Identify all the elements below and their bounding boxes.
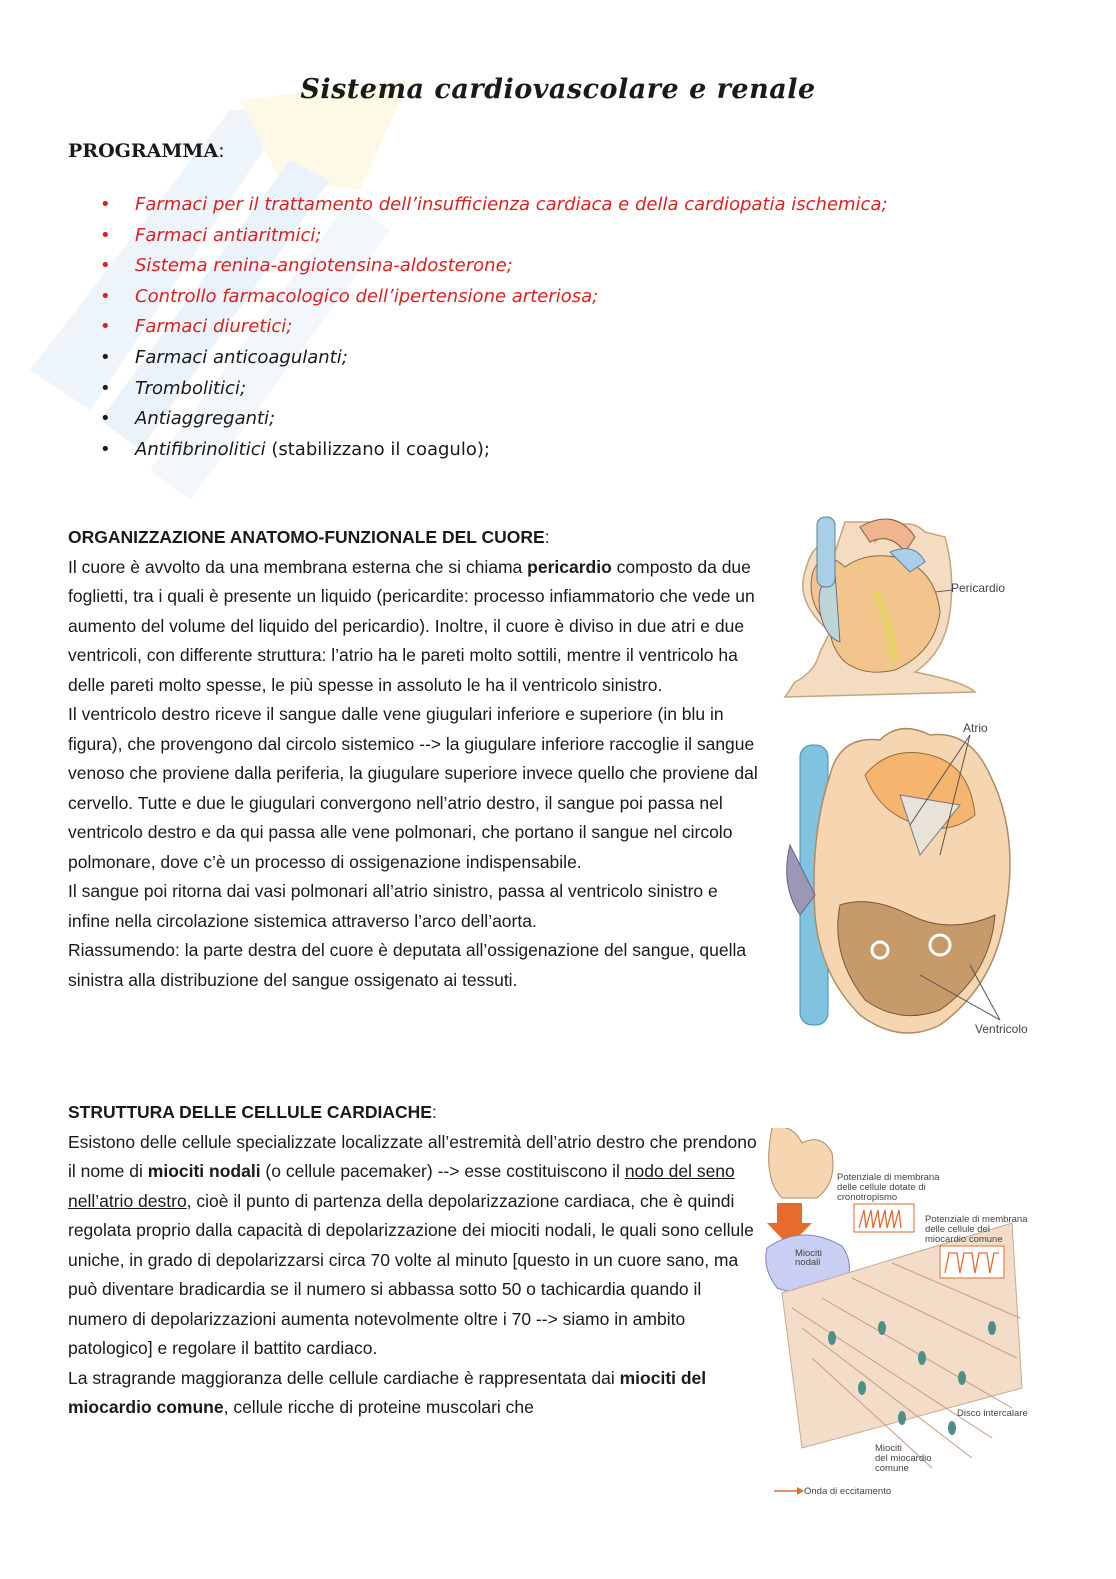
figure-label: Potenziale di membrana bbox=[925, 1214, 1028, 1225]
program-item bbox=[100, 435, 888, 466]
figure-label: Potenziale di membrana bbox=[837, 1172, 940, 1183]
heart-pericardium-figure bbox=[775, 512, 1045, 702]
program-item bbox=[100, 374, 888, 405]
program-item-note: (stabilizzano il coagulo); bbox=[265, 438, 490, 460]
section-heading: STRUTTURA DELLE CELLULE CARDIACHE bbox=[68, 1102, 432, 1122]
heading-colon: : bbox=[544, 527, 550, 547]
section-anatomy bbox=[68, 523, 758, 995]
paragraph: Il ventricolo destro riceve il sangue dalle vene giugulari inferiore e superiore (in blu in figura), che provengono dal circolo sistemico --> la giugulare inferiore raccoglie il sangue venoso che proviene dalla periferia, la giugulare superiore invece quello che proviene dal cervello. Tutte e due le giugulari convergono nell’atrio destro, il sangue poi passa nel ventricolo destro e da qui passa alle vene polmonari, che portano il sangue nel circolo polmonare, dove c’è un processo di ossigenazione indispensabile. bbox=[68, 704, 758, 872]
figure-label: nodali bbox=[795, 1257, 821, 1268]
cardiac-cells-figure bbox=[762, 1128, 1052, 1503]
figure-label: del miocardio bbox=[875, 1453, 932, 1464]
program-item-text: Trombolitici; bbox=[135, 377, 247, 399]
figure-label: delle cellule del bbox=[925, 1224, 990, 1235]
program-item-text: Antiaggreganti; bbox=[135, 408, 276, 430]
paragraph bbox=[68, 1364, 758, 1423]
underlined-term: nodo del seno nell’atrio destro bbox=[68, 1161, 735, 1211]
text-run: La stragrande maggioranza delle cellule cardiache è rappresentata dai bbox=[68, 1367, 620, 1388]
section-heading: ORGANIZZAZIONE ANATOMO-FUNZIONALE DEL CUORE bbox=[68, 527, 545, 547]
bold-term: miociti del miocardio comune bbox=[68, 1367, 707, 1417]
paragraph bbox=[68, 553, 758, 701]
program-heading-label: PROGRAMMA bbox=[68, 140, 219, 162]
program-item bbox=[100, 221, 888, 252]
program-heading bbox=[68, 140, 225, 162]
paragraph bbox=[68, 1128, 758, 1364]
text-run: , cioè il punto di partenza della depolarizzazione cardiaca, che è quindi regolata proprio dalla capacità di depolarizzazione dei miociti nodali, le quali sono cellule uniche, in grado di depolarizzarsi circa 70 volte al minuto [questo in un cuore sano, ma può diventare bradicardia se il numero si abbassa sotto 50 o tachicardia quando il numero di depolarizzazioni aumenta notevolmente oltre i 70 --> siamo in ambito patologico] e regolare il battito cardiaco. bbox=[68, 1190, 754, 1358]
text-run: , cellule ricche di proteine muscolari che bbox=[223, 1397, 534, 1417]
program-item bbox=[100, 282, 888, 313]
program-heading-colon: : bbox=[218, 140, 225, 162]
figure-label: Miociti bbox=[795, 1248, 822, 1259]
program-item-text: Farmaci per il trattamento dell’insufficienza cardiaca e della cardiopatia ischemica; bbox=[135, 194, 888, 215]
program-item bbox=[100, 312, 888, 343]
text-run: Il cuore è avvolto da una membrana esterna che si chiama bbox=[68, 556, 528, 577]
section-cells bbox=[68, 1098, 758, 1423]
text-run: composto da due foglietti, tra i quali è presente un liquido (pericardite: processo infiammatorio che vede un aumento del volume del liquido del pericardio). Inoltre, il cuore è diviso in due atri e due ventricoli, con differente struttura: l’atrio ha le pareti molto sottili, mentre il ventricolo ha delle pareti molto spesse, le più spesse in assoluto le ha il ventricolo sinistro. bbox=[68, 556, 755, 695]
figure-label: cronotropismo bbox=[837, 1192, 898, 1203]
program-item bbox=[100, 190, 888, 221]
text-run: (o cellule pacemaker) --> esse costituiscono il bbox=[260, 1161, 625, 1181]
figure-label: Disco intercalare bbox=[957, 1408, 1028, 1419]
heart-chambers-figure bbox=[770, 715, 1050, 1055]
figure-label: miocardio comune bbox=[925, 1234, 1003, 1245]
bold-term: miociti nodali bbox=[147, 1161, 261, 1181]
figure-label: comune bbox=[875, 1463, 909, 1474]
program-item bbox=[100, 343, 888, 374]
figure-label: Pericardio bbox=[951, 581, 1006, 595]
program-item-text: Antifibrinolitici bbox=[135, 438, 266, 460]
figure-label: Ventricolo bbox=[975, 1022, 1028, 1036]
figure-label: Onda di eccitamento bbox=[804, 1486, 892, 1497]
program-item-text: Sistema renina-angiotensina-aldosterone; bbox=[135, 255, 513, 277]
figure-label: Atrio bbox=[963, 721, 988, 735]
figure-label: Miociti bbox=[875, 1443, 902, 1454]
program-item-text: Controllo farmacologico dell’ipertensione arteriosa; bbox=[135, 285, 599, 307]
heading-colon: : bbox=[431, 1102, 437, 1122]
program-item-text: Farmaci diuretici; bbox=[135, 316, 293, 338]
text-run: Esistono delle cellule specializzate localizzate all’estremità dell’atrio destro che prendono il nome di bbox=[68, 1131, 757, 1181]
program-item bbox=[100, 251, 888, 282]
program-item bbox=[100, 404, 888, 435]
paragraph: Riassumendo: la parte destra del cuore è deputata all’ossigenazione del sangue, quella sinistra alla distribuzione del sangue ossigenato ai tessuti. bbox=[68, 940, 747, 990]
program-item-text: Farmaci anticoagulanti; bbox=[135, 346, 348, 368]
paragraph: Il sangue poi ritorna dai vasi polmonari all’atrio sinistro, passa al ventricolo sinistro e infine nella circolazione sistemica attraverso l’arco dell’aorta. bbox=[68, 881, 718, 931]
figure-label: delle cellule dotate di bbox=[837, 1182, 926, 1193]
program-list bbox=[100, 190, 888, 465]
page-title: Sistema cardiovascolare e renale bbox=[300, 74, 816, 105]
bold-term: pericardio bbox=[527, 556, 612, 577]
program-item-text: Farmaci antiaritmici; bbox=[135, 224, 322, 246]
